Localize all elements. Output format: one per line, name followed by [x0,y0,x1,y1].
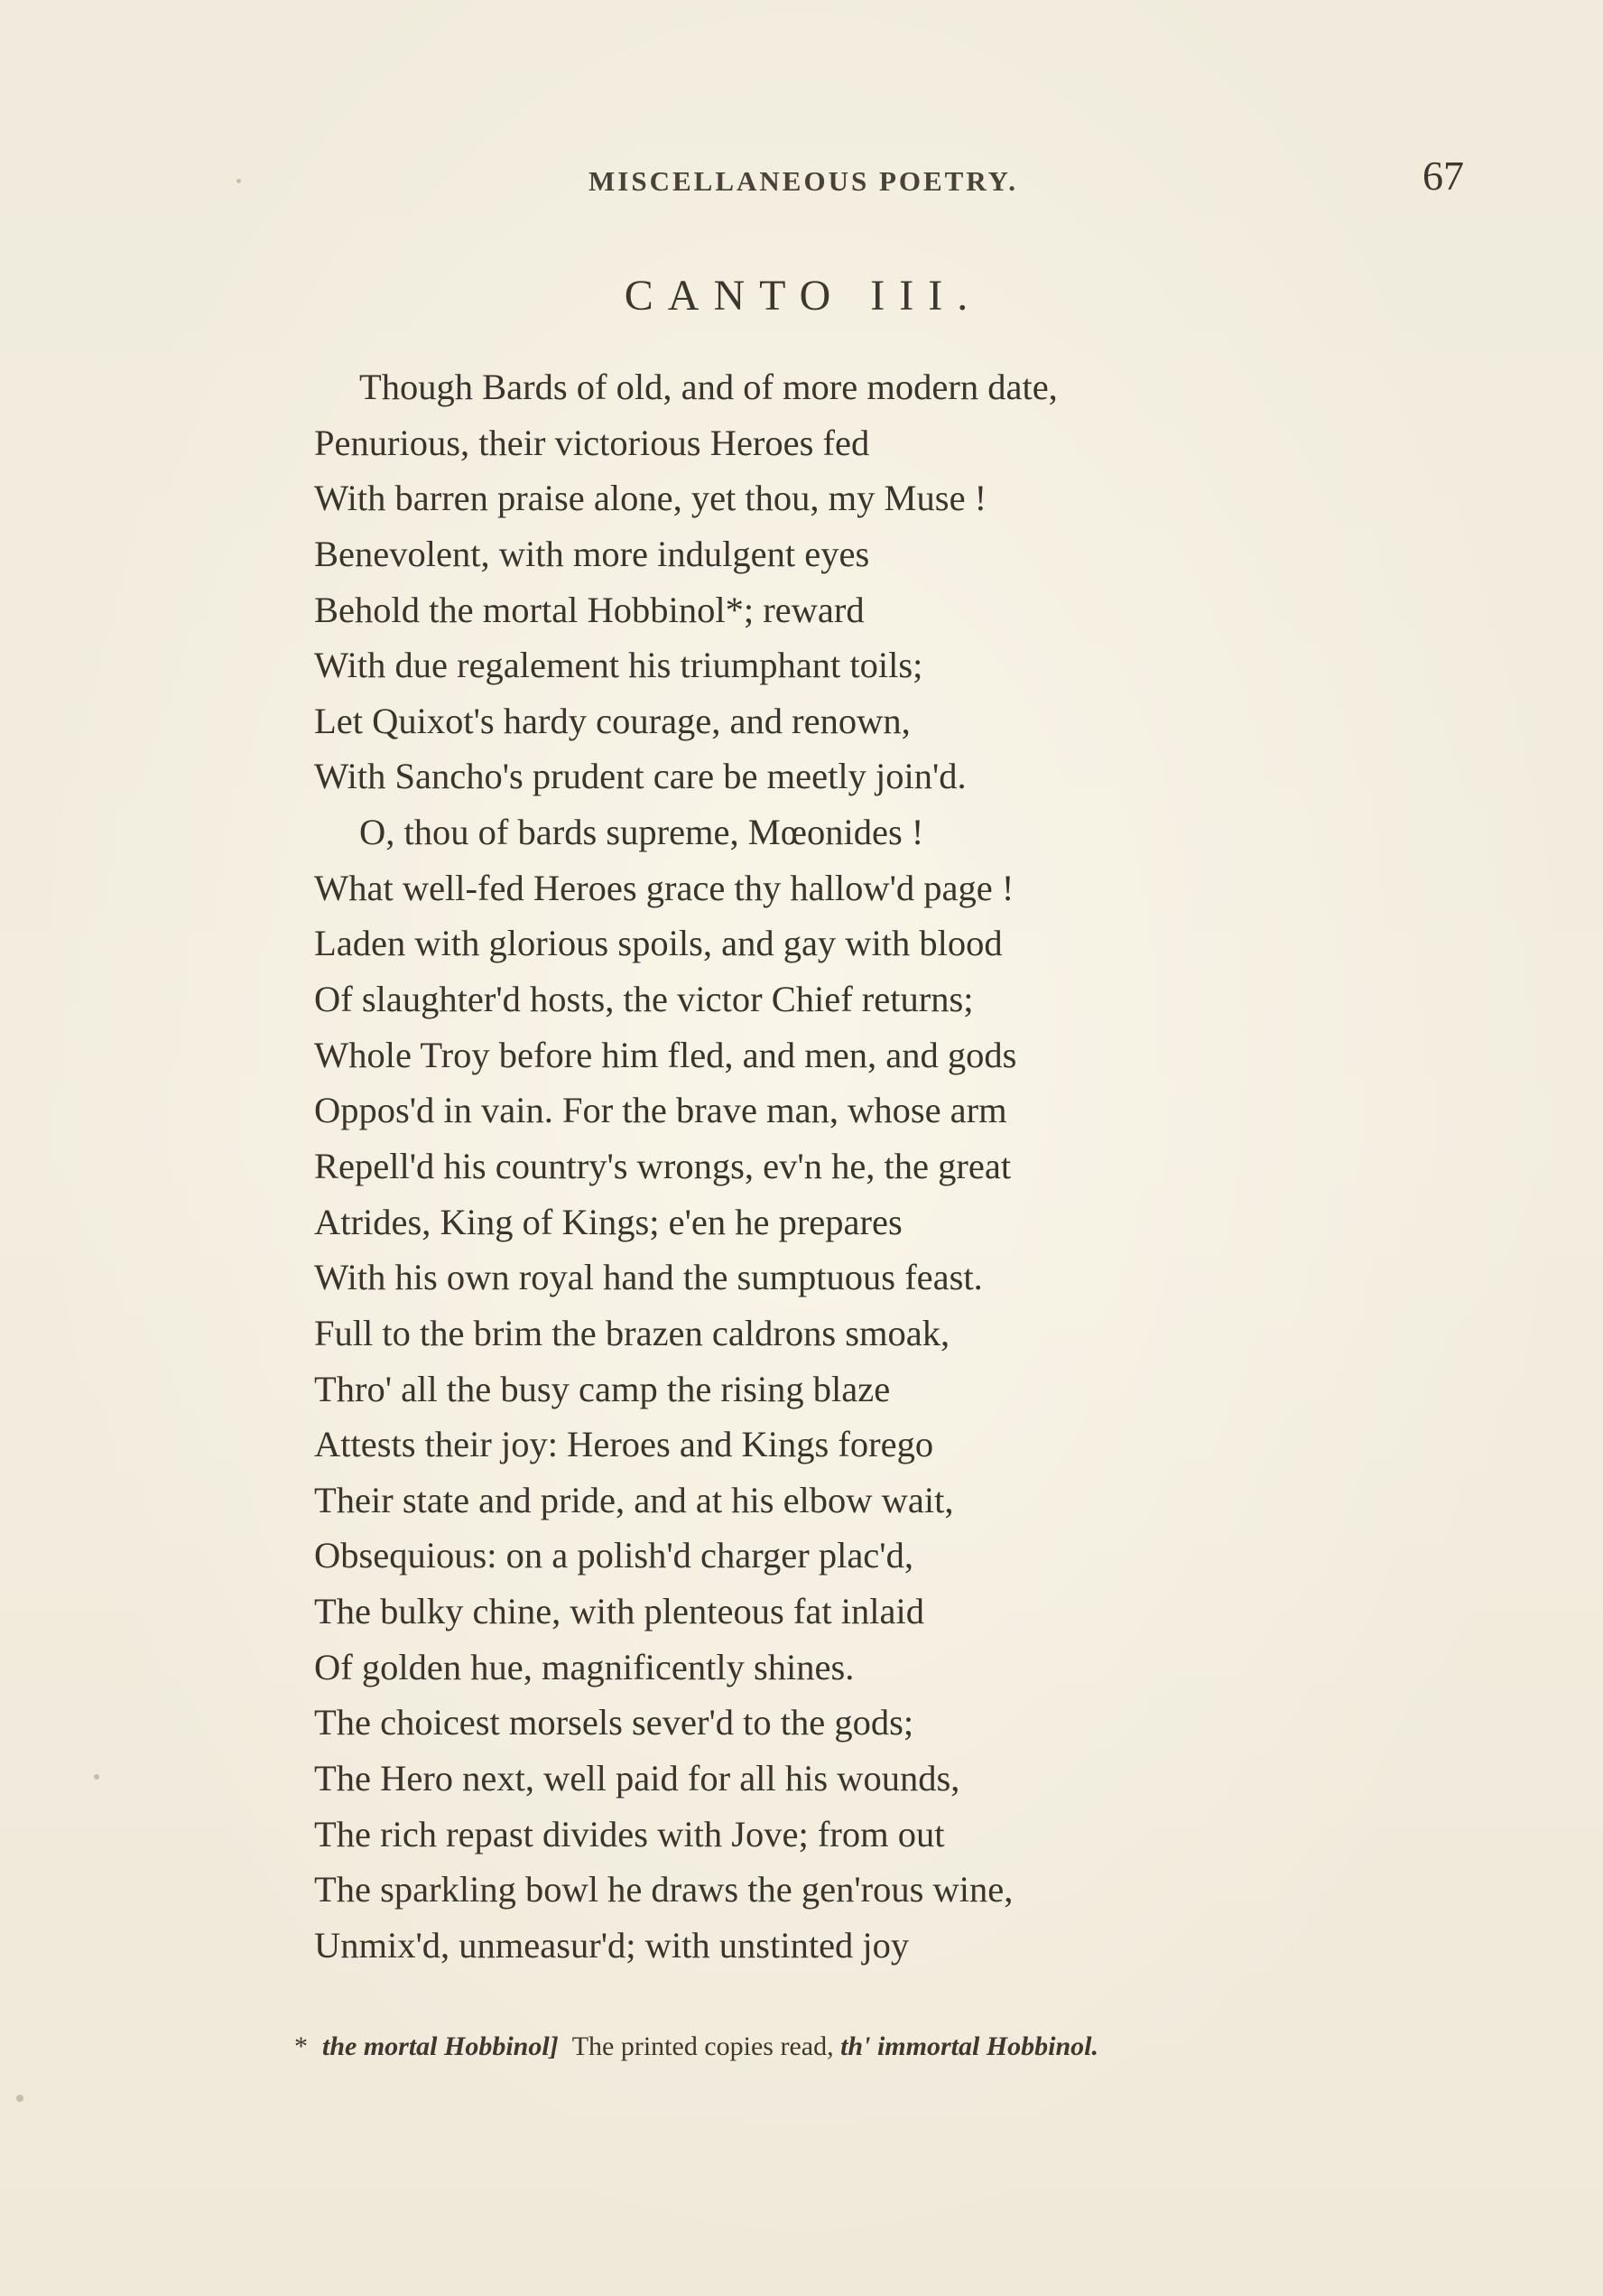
poem-line: With his own royal hand the sumptuous feast. [314,1257,983,1298]
poem-line: With due regalement his triumphant toils; [314,645,923,686]
poem-line: Let Quixot's hardy courage, and renown, [314,700,911,741]
poem-line: Whole Troy before him fled, and men, and gods [314,1034,1017,1075]
poem-line: What well-fed Heroes grace thy hallow'd page ! [314,867,1015,908]
poem-line: Penurious, their victorious Heroes fed [314,422,870,463]
poem-line: Of slaughter'd hosts, the victor Chief returns; [314,979,974,1020]
footnote [294,2031,1332,2062]
poem-line: Oppos'd in vain. For the brave man, whose arm [314,1090,1007,1131]
poem-line: Though Bards of old, and of more modern date, [359,367,1058,407]
poem-line: O, thou of bards supreme, Mœonides ! [359,812,924,853]
canto-title: CANTO III. [624,272,983,320]
poem-line: Obsequious: on a polish'd charger plac'd, [314,1535,913,1576]
poem-line: The sparkling bowl he draws the gen'rous wine, [314,1869,1014,1910]
poem-line: Laden with glorious spoils, and gay with blood [314,923,1003,964]
poem-line: Their state and pride, and at his elbow wait, [314,1479,954,1520]
poem-line: Of golden hue, magnificently shines. [314,1646,855,1687]
page-number: 67 [1422,153,1464,199]
poem-line: Atrides, King of Kings; e'en he prepares [314,1201,903,1242]
poem-line: Behold the mortal Hobbinol*; reward [314,589,865,630]
poem-line: Thro' all the busy camp the rising blaze [314,1368,891,1409]
poem-line: Unmix'd, unmeasur'd; with unstinted joy [314,1924,910,1966]
poem-line: With barren praise alone, yet thou, my Muse ! [314,478,987,519]
footnote-reference: the mortal Hobbinol] [322,2031,559,2061]
poem-line: Benevolent, with more indulgent eyes [314,533,870,574]
footnote-reading: th' immortal Hobbinol. [840,2031,1098,2061]
poem-line: The choicest morsels sever'd to the gods; [314,1702,914,1743]
poem-line: With Sancho's prudent care be meetly join'd. [314,756,967,797]
poem-line: The rich repast divides with Jove; from out [314,1813,945,1854]
footnote-text: The printed copies read, [571,2031,834,2061]
poem-line: The Hero next, well paid for all his wounds, [314,1758,960,1799]
poem-line: Full to the brim the brazen caldrons smoak, [314,1312,950,1353]
poem-line: The bulky chine, with plenteous fat inlaid [314,1591,924,1632]
poem-line: Attests their joy: Heroes and Kings forego [314,1424,934,1465]
poem-line: Repell'd his country's wrongs, ev'n he, the great [314,1145,1012,1186]
paper-spot [16,2095,23,2102]
paper-spot [236,179,241,183]
paper-spot [94,1774,99,1780]
running-head: MISCELLANEOUS POETRY. [588,165,1018,197]
poem-body [314,359,1307,1974]
footnote-marker: * [294,2031,308,2061]
